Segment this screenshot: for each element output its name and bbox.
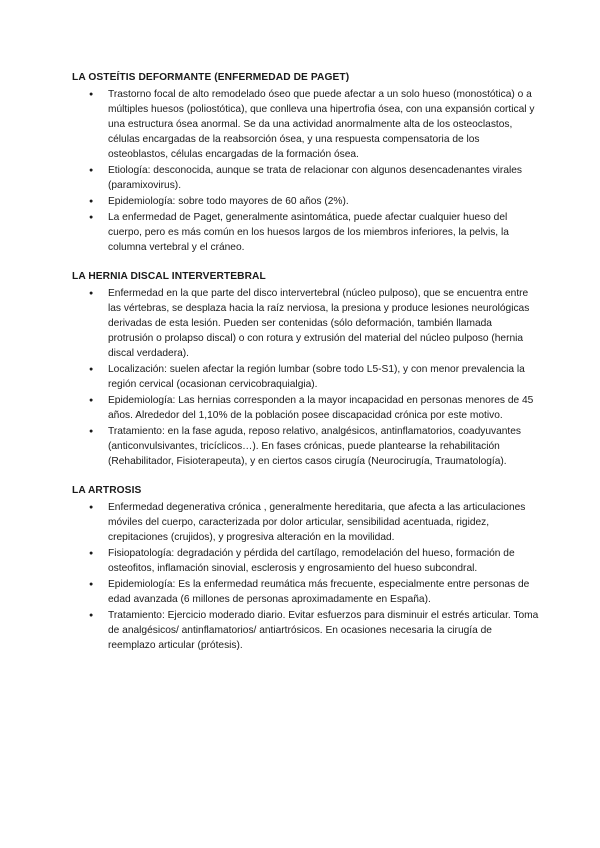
section-title: LA OSTEÍTIS DEFORMANTE (ENFERMEDAD DE PAGET) xyxy=(72,72,350,83)
section-hernia-discal xyxy=(72,269,540,469)
bullet-list xyxy=(72,286,540,469)
list-item: ● Trastorno focal de alto remodelado óseo que puede afectar a un solo hueso (monostótica) o a múltiples huesos (poliostótica), que conlleva una hipertrofia ósea, con una expansión cortical y una estructura ósea anormal. Se da una actividad anormalmente alta de los osteoclastos, células encargadas de la reabsorción ósea, y una respuesta compensatoria de los osteoblastos, células encargadas de la formación ósea. xyxy=(72,87,540,162)
list-item: ● Etiología: desconocida, aunque se trata de relacionar con algunos desencadenantes virales (paramixovirus). xyxy=(72,163,540,193)
section-paget xyxy=(72,70,540,255)
list-item: ● Epidemiología: Las hernias corresponden a la mayor incapacidad en personas menores de 45 años. Alrededor del 1,10% de la población posee discapacidad crónica por este motivo. xyxy=(72,393,540,423)
bullet-list xyxy=(72,87,540,255)
list-item: ● La enfermedad de Paget, generalmente asintomática, puede afectar cualquier hueso del cuerpo, pero es más común en los huesos largos de los miembros inferiores, la pelvis, la columna vertebral y el cráneo. xyxy=(72,210,540,255)
list-item: ● Localización: suelen afectar la región lumbar (sobre todo L5-S1), y con menor prevalencia la región cervical (ocasionan cervicobraquialgia). xyxy=(72,362,540,392)
list-item: ● Enfermedad en la que parte del disco intervertebral (núcleo pulposo), que se encuentra entre las vértebras, se desplaza hacia la raíz nerviosa, la presiona y produce lesiones neurológicas derivadas de esta lesión. Pueden ser contenidas (sólo deformación, también llamada protrusión o prolapso discal) o con rotura y extrusión del material del núcleo pulposo (hernia discal verdadera). xyxy=(72,286,540,361)
list-item: ● Epidemiología: Es la enfermedad reumática más frecuente, especialmente entre personas de edad avanzada (6 millones de personas aproximadamente en España). xyxy=(72,577,540,607)
list-item: ● Fisiopatología: degradación y pérdida del cartílago, remodelación del hueso, formación de osteofitos, inflamación sinovial, esclerosis y engrosamiento del hueso subcondral. xyxy=(72,546,540,576)
section-title: LA ARTROSIS xyxy=(72,485,142,496)
bullet-list xyxy=(72,500,540,653)
list-item: ● Epidemiología: sobre todo mayores de 60 años (2%). xyxy=(72,194,540,209)
section-artrosis xyxy=(72,483,540,653)
list-item: ● Tratamiento: Ejercicio moderado diario. Evitar esfuerzos para disminuir el estrés articular. Toma de analgésicos/ antinflamatorios/ antiartrósicos. En ocasiones necesaria la cirugía de reemplazo articular (prótesis). xyxy=(72,608,540,653)
list-item: ● Enfermedad degenerativa crónica , generalmente hereditaria, que afecta a las articulaciones móviles del cuerpo, caracterizada por dolor articular, sensibilidad acentuada, rigidez, crepitaciones (crujidos), y progresiva alteración en la movilidad. xyxy=(72,500,540,545)
list-item: ● Tratamiento: en la fase aguda, reposo relativo, analgésicos, antinflamatorios, coadyuvantes (anticonvulsivantes, tricíclicos…). En fases crónicas, puede plantearse la rehabilitación (Rehabilitador, Fisioterapeuta), y en ciertos casos cirugía (Neurocirugía, Traumatología). xyxy=(72,424,540,469)
section-title: LA HERNIA DISCAL INTERVERTEBRAL xyxy=(72,271,266,282)
